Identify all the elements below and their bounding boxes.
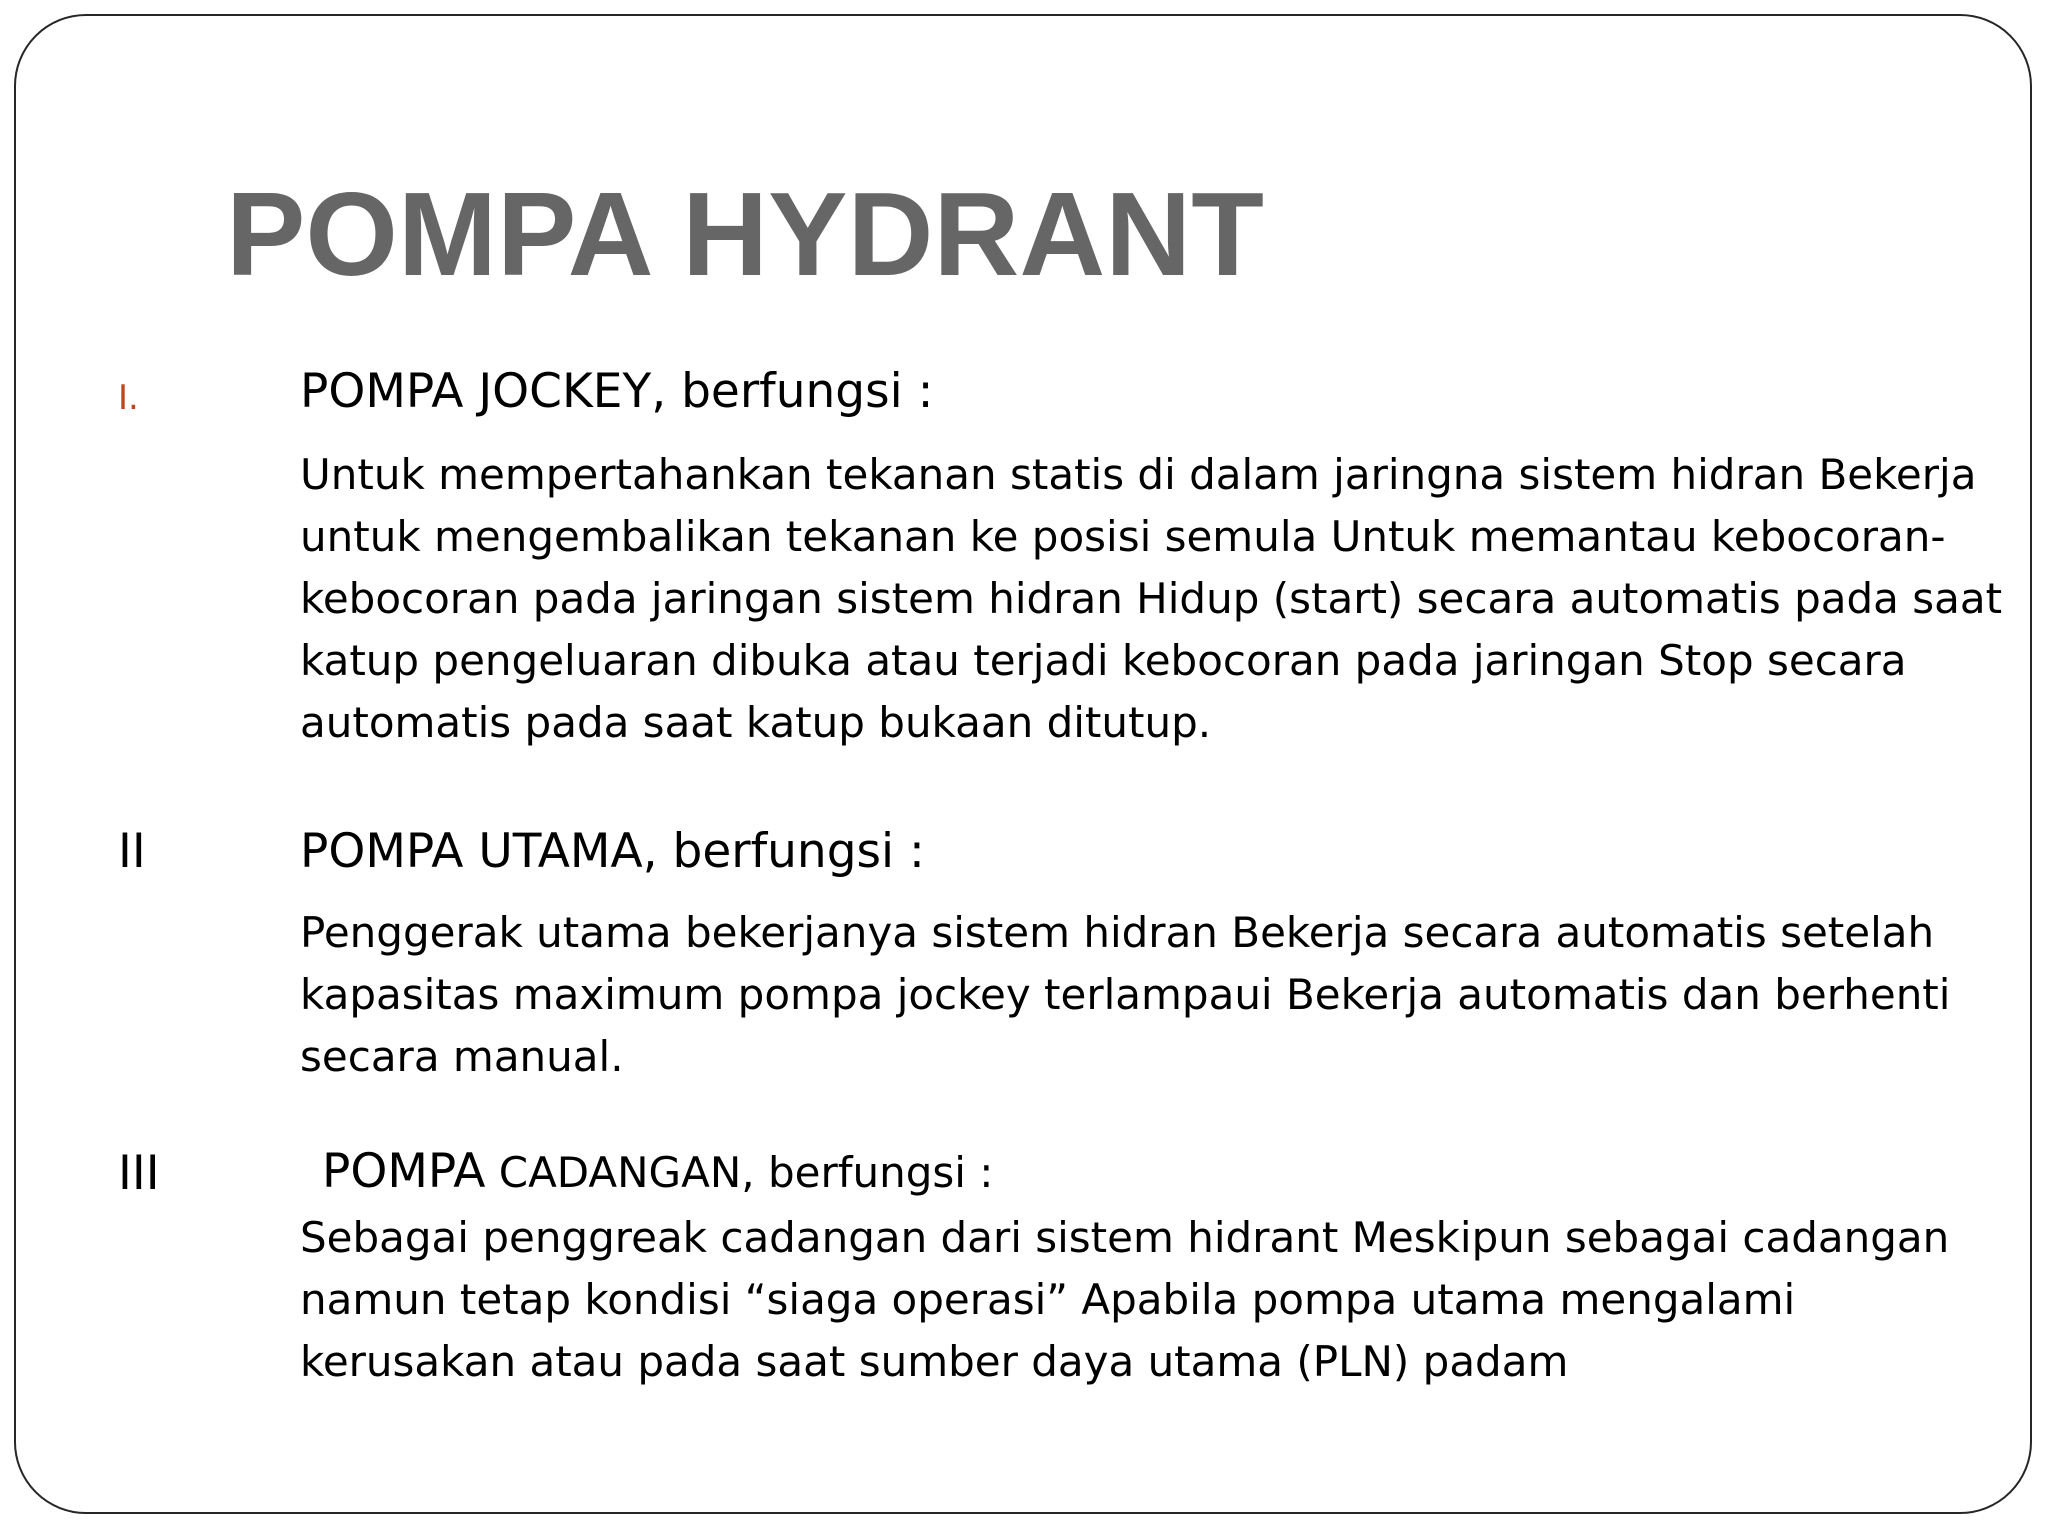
body-line: automatis pada saat katup bukaan ditutup. — [300, 698, 1212, 747]
body-line: Penggerak utama bekerjanya sistem hidran Bekerja secara automatis setelah — [300, 908, 1935, 957]
heading-main: POMPA — [322, 1144, 486, 1199]
section-heading-utama: POMPA UTAMA, berfungsi : — [300, 824, 925, 879]
section-body-jockey — [300, 444, 2003, 754]
section-number-3: III — [118, 1146, 160, 1201]
body-line: katup pengeluaran dibuka atau terjadi kebocoran pada jaringan Stop secara — [300, 636, 1907, 685]
section-heading-cadangan — [322, 1142, 993, 1203]
body-line: namun tetap kondisi “siaga operasi” Apabila pompa utama mengalami — [300, 1275, 1796, 1324]
section-body-cadangan — [300, 1207, 2000, 1393]
slide-title: POMPA HYDRANT — [226, 168, 1264, 301]
body-line: kerusakan atau pada saat sumber daya utama (PLN) padam — [300, 1337, 1569, 1386]
body-line: secara manual. — [300, 1032, 624, 1081]
body-line: kapasitas maximum pompa jockey terlampaui Bekerja automatis dan berhenti — [300, 970, 1951, 1019]
section-number-1: I. — [118, 378, 139, 418]
heading-rest: CADANGAN, berfungsi : — [485, 1148, 994, 1197]
body-line: kebocoran pada jaringan sistem hidran Hidup (start) secara automatis pada saat — [300, 574, 2003, 623]
body-line: Untuk mempertahankan tekanan statis di dalam jaringna sistem hidran Bekerja — [300, 450, 1977, 499]
section-heading-jockey: POMPA JOCKEY, berfungsi : — [300, 364, 934, 419]
section-body-utama — [300, 902, 2000, 1088]
body-line: untuk mengembalikan tekanan ke posisi semula Untuk memantau kebocoran- — [300, 512, 1946, 561]
body-line: Sebagai penggreak cadangan dari sistem hidrant Meskipun sebagai cadangan — [300, 1213, 1950, 1262]
section-number-2: II — [118, 824, 146, 879]
